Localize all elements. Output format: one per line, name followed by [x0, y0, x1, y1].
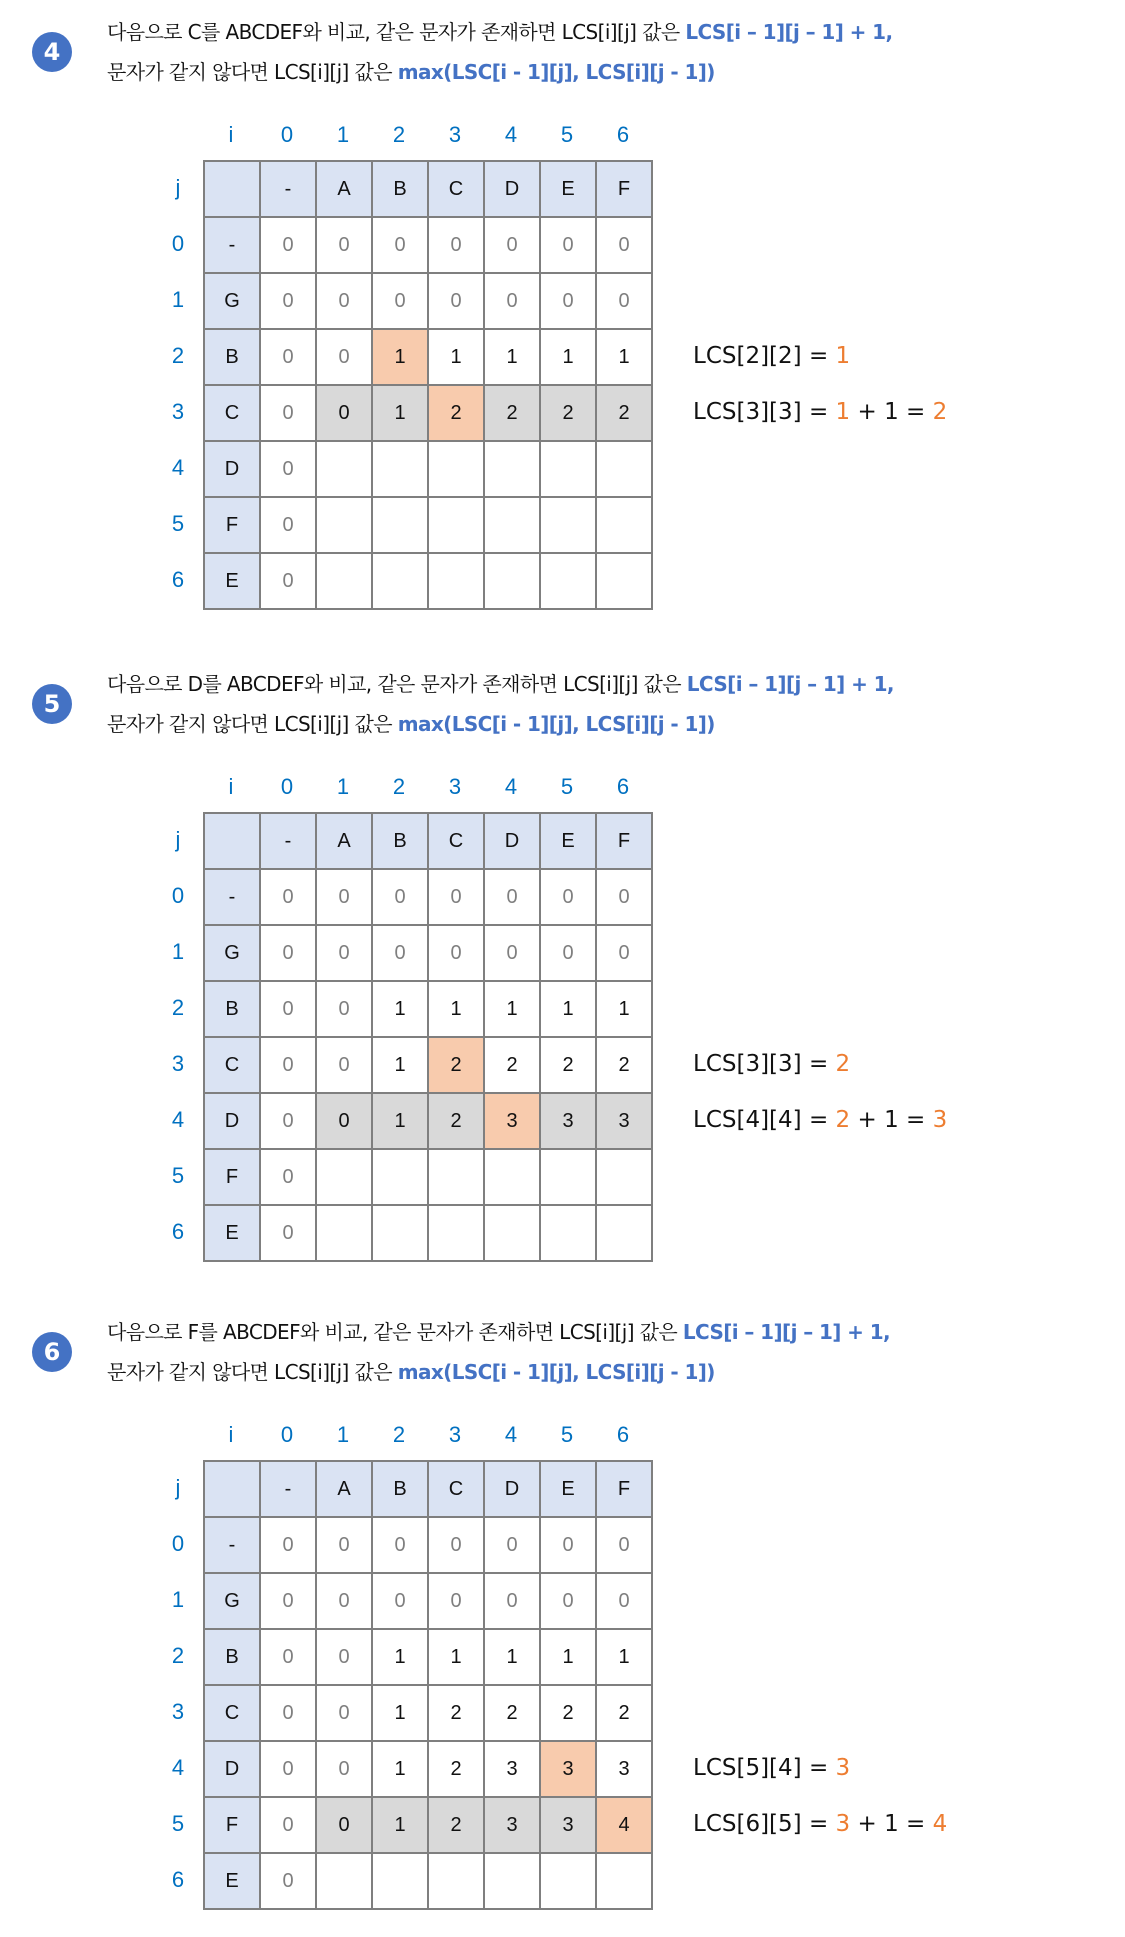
row-index-label: 6: [171, 567, 185, 592]
table-cell: 0: [261, 274, 317, 330]
col-index-label: 4: [504, 122, 518, 147]
column-header-cell: F: [597, 162, 653, 218]
current-row-cell: 1: [373, 1094, 429, 1150]
table-cell: [541, 1206, 597, 1262]
col-index-label-i: i: [228, 774, 234, 799]
row-header-cell: F: [205, 498, 261, 554]
col-index-label-i: i: [228, 1422, 234, 1447]
description-text: 를 ABCDEF와 비교, 같은 문자가 존재하면 LCS[i][j] 값은: [202, 672, 687, 696]
current-row-cell: 3: [485, 1798, 541, 1854]
table-cell: 0: [317, 982, 373, 1038]
row-index-label-j: j: [175, 827, 181, 852]
table-cell: 1: [373, 1630, 429, 1686]
table-cell: 0: [261, 926, 317, 982]
col-index-label: 6: [616, 122, 630, 147]
description-prefix: 다음으로 D: [107, 672, 203, 696]
description-text: 문자가 같지 않다면 LCS[i][j] 값은: [107, 1360, 398, 1384]
table-cell: 0: [261, 1574, 317, 1630]
row-header-cell: -: [205, 218, 261, 274]
col-index-label: 6: [616, 774, 630, 799]
table-cell: 0: [373, 870, 429, 926]
table-cell: 0: [317, 1518, 373, 1574]
table-cell: 0: [261, 1630, 317, 1686]
table-cell: 0: [261, 1094, 317, 1150]
table-cell: 0: [597, 218, 653, 274]
step-section-6: [0, 1300, 1125, 1937]
current-row-cell: 2: [429, 1094, 485, 1150]
table-cell: 0: [597, 1574, 653, 1630]
table-corner-cell: [205, 814, 261, 870]
row-header-cell: E: [205, 554, 261, 610]
table-cell: [429, 442, 485, 498]
column-header-cell: E: [541, 814, 597, 870]
table-cell: 1: [597, 1630, 653, 1686]
table-cell: 2: [429, 1742, 485, 1798]
table-cell: [373, 442, 429, 498]
note-text: + 1 =: [850, 1107, 933, 1133]
note-text: + 1 =: [850, 399, 933, 425]
row-header-cell: B: [205, 982, 261, 1038]
table-cell: [485, 554, 541, 610]
current-row-cell: 3: [541, 1798, 597, 1854]
table-cell: [597, 1854, 653, 1910]
table-cell: 0: [429, 1518, 485, 1574]
table-cell: 0: [317, 926, 373, 982]
table-cell: 1: [541, 982, 597, 1038]
table-cell: 1: [597, 982, 653, 1038]
table-cell: 1: [485, 982, 541, 1038]
table-cell: [429, 1206, 485, 1262]
col-index-label: 1: [336, 774, 350, 799]
col-index-label: 1: [336, 122, 350, 147]
row-header-cell: B: [205, 1630, 261, 1686]
table-cell: [541, 554, 597, 610]
table-cell: [485, 442, 541, 498]
highlighted-cell: 2: [429, 1038, 485, 1094]
row-index-label: 0: [171, 883, 185, 908]
row-header-cell: -: [205, 870, 261, 926]
column-header-cell: -: [261, 1462, 317, 1518]
column-header-cell: C: [429, 162, 485, 218]
row-index-label: 3: [171, 399, 185, 424]
row-index-label-j: j: [175, 1475, 181, 1500]
col-index-label: 5: [560, 122, 574, 147]
highlighted-cell: 4: [597, 1798, 653, 1854]
table-cell: [317, 554, 373, 610]
lcs-table: [203, 1460, 653, 1910]
table-cell: 2: [429, 1686, 485, 1742]
description-line-2: [107, 1357, 715, 1387]
mismatch-formula: max(LSC[i - 1][j], LCS[i][j - 1]): [397, 1360, 715, 1384]
table-cell: 0: [541, 274, 597, 330]
row-index-label: 2: [171, 1643, 185, 1668]
table-cell: 0: [541, 1574, 597, 1630]
table-cell: [373, 554, 429, 610]
description-text: 문자가 같지 않다면 LCS[i][j] 값은: [107, 60, 398, 84]
col-index-label: 1: [336, 1422, 350, 1447]
table-cell: 1: [485, 330, 541, 386]
table-cell: 0: [597, 926, 653, 982]
table-cell: [373, 1150, 429, 1206]
col-index-label: 5: [560, 1422, 574, 1447]
table-cell: 0: [373, 274, 429, 330]
column-header-cell: C: [429, 1462, 485, 1518]
row-index-label: 1: [171, 287, 185, 312]
note-text: LCS[3][3] =: [693, 399, 836, 425]
current-row-cell: 3: [541, 1094, 597, 1150]
table-cell: [429, 498, 485, 554]
row-header-cell: C: [205, 386, 261, 442]
column-header-cell: D: [485, 1462, 541, 1518]
table-cell: 0: [541, 218, 597, 274]
highlighted-cell: 1: [373, 330, 429, 386]
table-cell: 1: [373, 982, 429, 1038]
note-text: LCS[5][4] =: [693, 1755, 836, 1781]
table-cell: 0: [317, 1742, 373, 1798]
column-header-cell: A: [317, 162, 373, 218]
row-header-cell: G: [205, 274, 261, 330]
row-header-cell: F: [205, 1150, 261, 1206]
table-cell: 0: [261, 870, 317, 926]
table-cell: 0: [317, 330, 373, 386]
row-header-cell: D: [205, 1742, 261, 1798]
table-cell: 0: [485, 274, 541, 330]
row-header-cell: B: [205, 330, 261, 386]
table-cell: 0: [261, 1206, 317, 1262]
table-cell: [541, 442, 597, 498]
table-cell: 1: [429, 1630, 485, 1686]
current-row-cell: 2: [485, 386, 541, 442]
table-cell: 0: [261, 218, 317, 274]
calculation-note: [693, 1049, 850, 1079]
table-cell: [597, 554, 653, 610]
table-cell: 0: [429, 274, 485, 330]
table-cell: 0: [485, 1574, 541, 1630]
table-cell: [373, 498, 429, 554]
current-row-cell: 2: [541, 386, 597, 442]
col-index-label: 0: [280, 1422, 294, 1447]
row-header-cell: E: [205, 1206, 261, 1262]
current-row-cell: 0: [317, 386, 373, 442]
col-index-label: 4: [504, 774, 518, 799]
table-cell: 2: [485, 1686, 541, 1742]
row-index-label: 5: [171, 511, 185, 536]
table-cell: 0: [261, 498, 317, 554]
table-cell: 0: [373, 1518, 429, 1574]
table-cell: [541, 1150, 597, 1206]
table-cell: [597, 442, 653, 498]
table-cell: 0: [261, 1150, 317, 1206]
table-cell: [429, 1150, 485, 1206]
description-prefix: 다음으로 C: [107, 20, 202, 44]
calculation-note: [693, 341, 850, 371]
highlighted-cell: 2: [429, 386, 485, 442]
table-cell: [485, 1206, 541, 1262]
table-cell: [429, 554, 485, 610]
note-text: LCS[2][2] =: [693, 343, 836, 369]
column-header-cell: -: [261, 814, 317, 870]
highlighted-cell: 3: [485, 1094, 541, 1150]
col-index-label: 3: [448, 1422, 462, 1447]
step-number-badge: 5: [32, 684, 72, 724]
row-header-cell: F: [205, 1798, 261, 1854]
row-header-cell: D: [205, 1094, 261, 1150]
lcs-table: [203, 812, 653, 1262]
table-cell: 0: [261, 1742, 317, 1798]
table-cell: 0: [429, 1574, 485, 1630]
col-index-label: 2: [392, 122, 406, 147]
row-index-label: 0: [171, 231, 185, 256]
row-index-label-j: j: [175, 175, 181, 200]
col-index-label-i: i: [228, 122, 234, 147]
column-header-cell: F: [597, 1462, 653, 1518]
table-cell: 2: [541, 1038, 597, 1094]
table-cell: [373, 1206, 429, 1262]
table-cell: 0: [261, 1854, 317, 1910]
row-index-label: 3: [171, 1051, 185, 1076]
description-prefix: 다음으로 F: [107, 1320, 199, 1344]
step-section-5: [0, 652, 1125, 1292]
table-cell: 1: [373, 1038, 429, 1094]
table-cell: 0: [597, 1518, 653, 1574]
row-index-label: 4: [171, 455, 185, 480]
accent-value: 2: [835, 1051, 851, 1077]
column-header-cell: D: [485, 814, 541, 870]
table-cell: 1: [373, 1742, 429, 1798]
table-cell: [317, 442, 373, 498]
table-cell: 0: [261, 1798, 317, 1854]
table-cell: 0: [373, 218, 429, 274]
table-corner-cell: [205, 162, 261, 218]
table-cell: 2: [597, 1686, 653, 1742]
column-header-cell: F: [597, 814, 653, 870]
table-cell: [485, 1150, 541, 1206]
row-header-cell: D: [205, 442, 261, 498]
table-cell: 1: [541, 330, 597, 386]
description-text: 문자가 같지 않다면 LCS[i][j] 값은: [107, 712, 398, 736]
row-index-label: 1: [171, 1587, 185, 1612]
table-corner-cell: [205, 1462, 261, 1518]
row-header-cell: C: [205, 1686, 261, 1742]
step-number-badge: 4: [32, 32, 72, 72]
match-formula: LCS[i – 1][j – 1] + 1,: [682, 1320, 891, 1344]
row-index-label: 5: [171, 1811, 185, 1836]
match-formula: LCS[i – 1][j – 1] + 1,: [685, 20, 893, 44]
table-cell: 1: [429, 982, 485, 1038]
row-index-label: 4: [171, 1107, 185, 1132]
col-index-label: 3: [448, 122, 462, 147]
table-cell: 0: [541, 1518, 597, 1574]
column-header-cell: E: [541, 1462, 597, 1518]
mismatch-formula: max(LSC[i - 1][j], LCS[i][j - 1]): [397, 60, 715, 84]
table-cell: 0: [373, 926, 429, 982]
note-text: LCS[3][3] =: [693, 1051, 836, 1077]
table-cell: 1: [373, 1686, 429, 1742]
row-header-cell: G: [205, 1574, 261, 1630]
accent-value: 3: [932, 1107, 948, 1133]
table-cell: 1: [429, 330, 485, 386]
row-index-label: 4: [171, 1755, 185, 1780]
row-index-label: 3: [171, 1699, 185, 1724]
table-cell: 0: [597, 870, 653, 926]
table-cell: 0: [317, 1574, 373, 1630]
table-cell: 0: [317, 1630, 373, 1686]
table-cell: [429, 1854, 485, 1910]
accent-value: 3: [835, 1811, 851, 1837]
table-cell: [317, 1150, 373, 1206]
row-index-label: 1: [171, 939, 185, 964]
table-cell: 0: [373, 1574, 429, 1630]
table-cell: 1: [541, 1630, 597, 1686]
col-index-label: 0: [280, 774, 294, 799]
col-index-label: 2: [392, 1422, 406, 1447]
table-cell: [541, 498, 597, 554]
mismatch-formula: max(LSC[i - 1][j], LCS[i][j - 1]): [397, 712, 715, 736]
row-index-label: 5: [171, 1163, 185, 1188]
accent-value: 1: [835, 399, 851, 425]
table-cell: 0: [261, 330, 317, 386]
table-cell: 0: [541, 870, 597, 926]
column-header-cell: B: [373, 1462, 429, 1518]
table-cell: 0: [261, 1518, 317, 1574]
table-cell: 0: [317, 1038, 373, 1094]
column-header-cell: E: [541, 162, 597, 218]
description-line-2: [107, 709, 715, 739]
highlighted-cell: 3: [541, 1742, 597, 1798]
table-cell: 0: [317, 274, 373, 330]
table-cell: 0: [317, 870, 373, 926]
description-text: 를 ABCDEF와 비교, 같은 문자가 존재하면 LCS[i][j] 값은: [201, 20, 686, 44]
table-cell: 0: [485, 870, 541, 926]
table-cell: [597, 1150, 653, 1206]
note-text: LCS[6][5] =: [693, 1811, 836, 1837]
column-header-cell: -: [261, 162, 317, 218]
row-header-cell: -: [205, 1518, 261, 1574]
column-header-cell: B: [373, 814, 429, 870]
table-cell: [485, 1854, 541, 1910]
row-index-label: 2: [171, 995, 185, 1020]
description-line-1: [107, 669, 894, 699]
current-row-cell: 1: [373, 1798, 429, 1854]
table-cell: 0: [429, 870, 485, 926]
current-row-cell: 0: [317, 1094, 373, 1150]
row-index-label: 6: [171, 1867, 185, 1892]
table-cell: 0: [261, 1038, 317, 1094]
table-cell: 0: [597, 274, 653, 330]
table-cell: 0: [429, 218, 485, 274]
calculation-note: [693, 1809, 947, 1839]
lcs-table: [203, 160, 653, 610]
column-header-cell: A: [317, 814, 373, 870]
current-row-cell: 2: [429, 1798, 485, 1854]
column-header-cell: D: [485, 162, 541, 218]
note-text: LCS[4][4] =: [693, 1107, 836, 1133]
table-cell: 2: [485, 1038, 541, 1094]
column-header-cell: C: [429, 814, 485, 870]
description-line-1: [107, 17, 892, 47]
row-header-cell: C: [205, 1038, 261, 1094]
match-formula: LCS[i – 1][j – 1] + 1,: [686, 672, 894, 696]
row-header-cell: E: [205, 1854, 261, 1910]
table-cell: 0: [485, 218, 541, 274]
current-row-cell: 3: [597, 1094, 653, 1150]
col-index-label: 4: [504, 1422, 518, 1447]
col-index-label: 0: [280, 122, 294, 147]
row-index-label: 6: [171, 1219, 185, 1244]
accent-value: 1: [835, 343, 851, 369]
table-cell: [317, 498, 373, 554]
table-cell: 0: [261, 554, 317, 610]
column-header-cell: A: [317, 1462, 373, 1518]
table-cell: [597, 1206, 653, 1262]
table-cell: 0: [317, 218, 373, 274]
table-cell: 3: [597, 1742, 653, 1798]
current-row-cell: 0: [317, 1798, 373, 1854]
accent-value: 3: [835, 1755, 851, 1781]
current-row-cell: 2: [597, 386, 653, 442]
description-line-2: [107, 57, 715, 87]
calculation-note: [693, 1753, 850, 1783]
column-header-cell: B: [373, 162, 429, 218]
table-cell: 0: [485, 1518, 541, 1574]
table-cell: 0: [261, 386, 317, 442]
table-cell: [541, 1854, 597, 1910]
table-cell: [597, 498, 653, 554]
table-cell: 0: [261, 1686, 317, 1742]
calculation-note: [693, 397, 947, 427]
step-section-4: [0, 0, 1125, 640]
table-cell: 0: [541, 926, 597, 982]
table-cell: [317, 1206, 373, 1262]
accent-value: 4: [932, 1811, 948, 1837]
col-index-label: 5: [560, 774, 574, 799]
description-text: 를 ABCDEF와 비교, 같은 문자가 존재하면 LCS[i][j] 값은: [198, 1320, 683, 1344]
table-cell: 0: [429, 926, 485, 982]
accent-value: 2: [932, 399, 948, 425]
accent-value: 2: [835, 1107, 851, 1133]
calculation-note: [693, 1105, 947, 1135]
table-cell: [373, 1854, 429, 1910]
table-cell: 0: [317, 1686, 373, 1742]
table-cell: 1: [485, 1630, 541, 1686]
current-row-cell: 1: [373, 386, 429, 442]
col-index-label: 6: [616, 1422, 630, 1447]
note-text: + 1 =: [850, 1811, 933, 1837]
table-cell: 0: [261, 982, 317, 1038]
table-cell: 0: [261, 442, 317, 498]
table-cell: [485, 498, 541, 554]
row-index-label: 2: [171, 343, 185, 368]
table-cell: 3: [485, 1742, 541, 1798]
step-number-badge: 6: [32, 1332, 72, 1372]
table-cell: [317, 1854, 373, 1910]
row-header-cell: G: [205, 926, 261, 982]
table-cell: 0: [485, 926, 541, 982]
table-cell: 1: [597, 330, 653, 386]
table-cell: 2: [597, 1038, 653, 1094]
description-line-1: [107, 1317, 890, 1347]
col-index-label: 3: [448, 774, 462, 799]
table-cell: 2: [541, 1686, 597, 1742]
col-index-label: 2: [392, 774, 406, 799]
row-index-label: 0: [171, 1531, 185, 1556]
